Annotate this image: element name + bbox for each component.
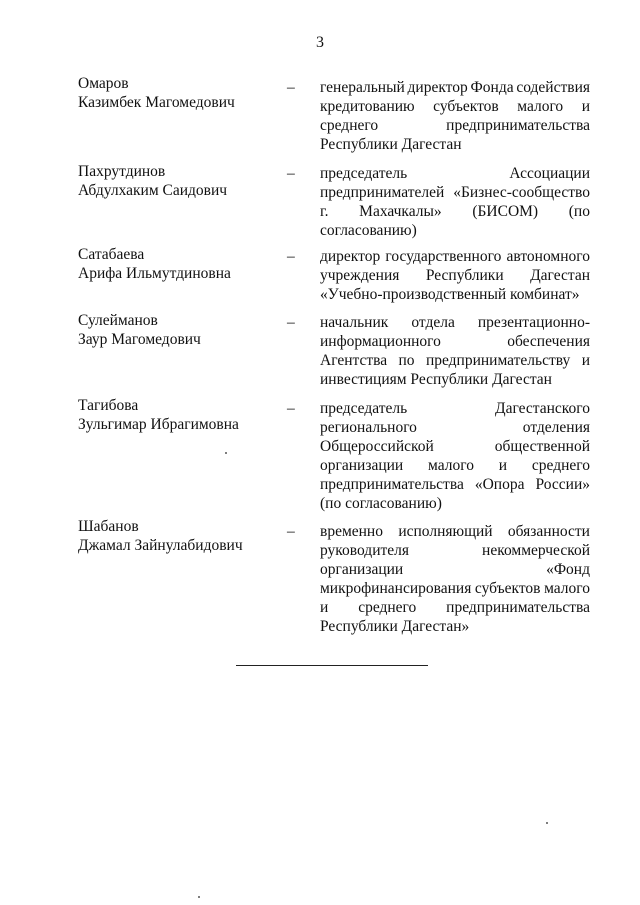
surname: Омаров bbox=[78, 75, 129, 92]
desc-line: временно исполняющий обязанности bbox=[320, 523, 590, 540]
desc-line: Общероссийской общественной bbox=[320, 438, 590, 455]
person-name bbox=[78, 74, 278, 112]
surname: Сатабаева bbox=[78, 246, 145, 263]
desc-line: г. Махачкалы» (БИСОМ) (по bbox=[320, 203, 590, 220]
desc-line: генеральный директор Фонда содействия bbox=[320, 79, 590, 96]
desc-line: регионального отделения bbox=[320, 419, 590, 436]
dash: – bbox=[287, 523, 295, 540]
given-names: Казимбек Магомедович bbox=[78, 94, 235, 111]
position-description bbox=[320, 313, 590, 389]
person-name bbox=[78, 396, 278, 434]
person-name bbox=[78, 311, 278, 349]
desc-line: (по согласованию) bbox=[320, 495, 442, 512]
position-description bbox=[320, 164, 590, 240]
given-names: Арифа Ильмутдиновна bbox=[78, 265, 231, 282]
desc-line: кредитованию субъектов малого и bbox=[320, 98, 590, 115]
desc-line: председатель Ассоциации bbox=[320, 165, 590, 182]
person-name bbox=[78, 162, 278, 200]
position-description bbox=[320, 247, 590, 304]
desc-line: информационного обеспечения bbox=[320, 333, 590, 350]
dash: – bbox=[287, 248, 295, 265]
given-names: Абдулхаким Саидович bbox=[78, 182, 228, 199]
position-description bbox=[320, 522, 590, 636]
scan-speck bbox=[225, 452, 227, 454]
person-name bbox=[78, 245, 278, 283]
position-description bbox=[320, 78, 590, 154]
desc-line: директор государственного автономного bbox=[320, 248, 590, 265]
desc-line: и среднего предпринимательства bbox=[320, 599, 590, 616]
desc-line: предпринимательства «Опора России» bbox=[320, 476, 590, 493]
closing-rule bbox=[236, 665, 428, 666]
dash: – bbox=[287, 165, 295, 182]
surname: Пахрутдинов bbox=[78, 163, 166, 180]
scan-speck bbox=[546, 822, 548, 824]
surname: Сулейманов bbox=[78, 312, 158, 329]
dash: – bbox=[287, 314, 295, 331]
desc-line: среднего предпринимательства bbox=[320, 117, 590, 134]
person-name bbox=[78, 517, 278, 555]
desc-line: председатель Дагестанского bbox=[320, 400, 590, 417]
dash: – bbox=[287, 79, 295, 96]
desc-line: организации «Фонд bbox=[320, 561, 590, 578]
dash: – bbox=[287, 400, 295, 417]
surname: Тагибова bbox=[78, 397, 139, 414]
page-number: 3 bbox=[316, 34, 324, 51]
desc-line: начальник отдела презентационно- bbox=[320, 314, 590, 331]
position-description bbox=[320, 399, 590, 513]
desc-line: предпринимателей «Бизнес-сообщество bbox=[320, 184, 590, 201]
desc-line: микрофинансирования субъектов малого bbox=[320, 580, 590, 597]
desc-line: согласованию) bbox=[320, 222, 417, 239]
given-names: Зульгимар Ибрагимовна bbox=[78, 416, 239, 433]
scan-speck bbox=[198, 896, 200, 898]
desc-line: организации малого и среднего bbox=[320, 457, 590, 474]
desc-line: Агентства по предпринимательству и bbox=[320, 352, 590, 369]
surname: Шабанов bbox=[78, 518, 139, 535]
given-names: Заур Магомедович bbox=[78, 331, 201, 348]
desc-line: Республики Дагестан» bbox=[320, 618, 470, 635]
desc-line: Республики Дагестан bbox=[320, 136, 462, 153]
desc-line: «Учебно-производственный комбинат» bbox=[320, 286, 580, 303]
desc-line: инвестициям Республики Дагестан bbox=[320, 371, 552, 388]
desc-line: руководителя некоммерческой bbox=[320, 542, 590, 559]
given-names: Джамал Зайнулабидович bbox=[78, 537, 243, 554]
desc-line: учреждения Республики Дагестан bbox=[320, 267, 590, 284]
